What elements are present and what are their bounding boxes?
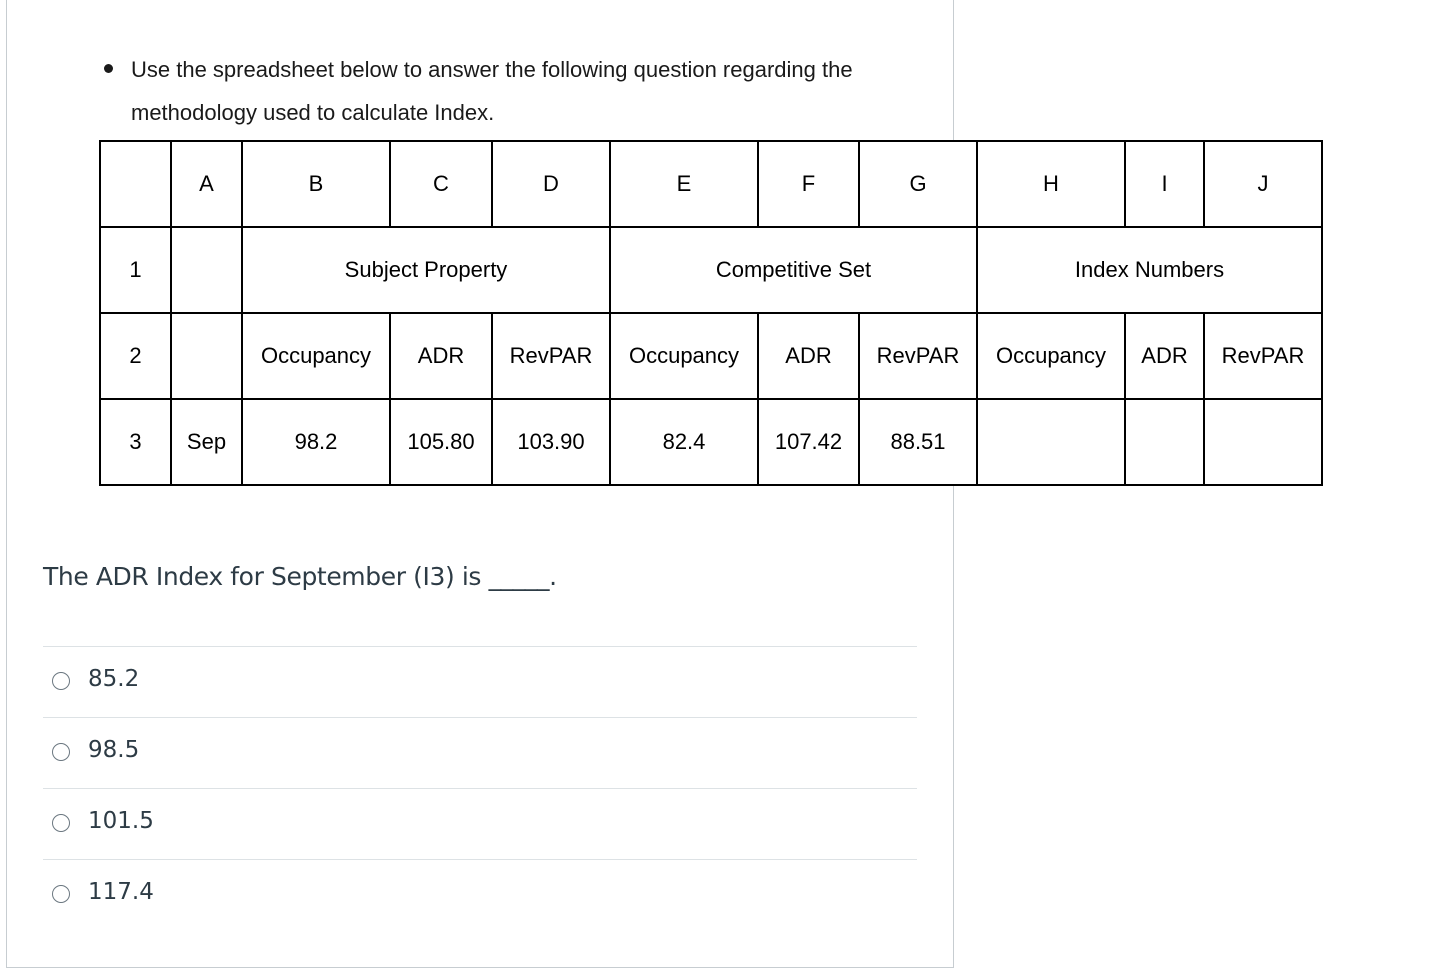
row2-cell-c: ADR <box>390 313 492 399</box>
answer-list <box>43 646 917 930</box>
competitive-set-header: Competitive Set <box>610 227 977 313</box>
answer-option[interactable] <box>43 717 917 788</box>
radio-button[interactable] <box>52 672 70 690</box>
row3-cell-h <box>977 399 1125 485</box>
column-header-row <box>100 141 1322 227</box>
table-row-1 <box>100 227 1322 313</box>
column-header-j: J <box>1204 141 1322 227</box>
row3-cell-a: Sep <box>171 399 242 485</box>
row3-cell-b: 98.2 <box>242 399 390 485</box>
corner-cell <box>100 141 171 227</box>
table-row-3 <box>100 399 1322 485</box>
row2-cell-a <box>171 313 242 399</box>
answer-option[interactable] <box>43 788 917 859</box>
column-header-e: E <box>610 141 758 227</box>
radio-button[interactable] <box>52 885 70 903</box>
row2-cell-e: Occupancy <box>610 313 758 399</box>
row3-cell-c: 105.80 <box>390 399 492 485</box>
row2-cell-d: RevPAR <box>492 313 610 399</box>
subject-property-header: Subject Property <box>242 227 610 313</box>
row-number-1: 1 <box>100 227 171 313</box>
row3-cell-d: 103.90 <box>492 399 610 485</box>
row-number-2: 2 <box>100 313 171 399</box>
column-header-b: B <box>242 141 390 227</box>
column-header-a: A <box>171 141 242 227</box>
column-header-g: G <box>859 141 977 227</box>
row2-cell-g: RevPAR <box>859 313 977 399</box>
answer-label: 117.4 <box>88 879 154 905</box>
answer-option[interactable] <box>43 859 917 930</box>
radio-button[interactable] <box>52 743 70 761</box>
answer-label: 101.5 <box>88 808 154 834</box>
column-header-i: I <box>1125 141 1204 227</box>
column-header-d: D <box>492 141 610 227</box>
answer-label: 85.2 <box>88 666 140 692</box>
row2-cell-b: Occupancy <box>242 313 390 399</box>
instruction-text: Use the spreadsheet below to answer the following question regarding the methodology used to calculate Index. <box>131 57 853 125</box>
bullet-dot-icon <box>104 64 113 73</box>
index-numbers-header: Index Numbers <box>977 227 1322 313</box>
row3-cell-j <box>1204 399 1322 485</box>
row2-cell-j: RevPAR <box>1204 313 1322 399</box>
answer-option[interactable] <box>43 646 917 717</box>
row2-cell-h: Occupancy <box>977 313 1125 399</box>
row-number-3: 3 <box>100 399 171 485</box>
row3-cell-f: 107.42 <box>758 399 859 485</box>
column-header-f: F <box>758 141 859 227</box>
row1-cell-a <box>171 227 242 313</box>
row2-cell-f: ADR <box>758 313 859 399</box>
table-row-2 <box>100 313 1322 399</box>
answer-label: 98.5 <box>88 737 140 763</box>
radio-button[interactable] <box>52 814 70 832</box>
row2-cell-i: ADR <box>1125 313 1204 399</box>
spreadsheet-table <box>99 140 1323 486</box>
row3-cell-g: 88.51 <box>859 399 977 485</box>
question-text: The ADR Index for September (I3) is _____. <box>43 562 557 591</box>
row3-cell-i <box>1125 399 1204 485</box>
column-header-c: C <box>390 141 492 227</box>
column-header-h: H <box>977 141 1125 227</box>
row3-cell-e: 82.4 <box>610 399 758 485</box>
